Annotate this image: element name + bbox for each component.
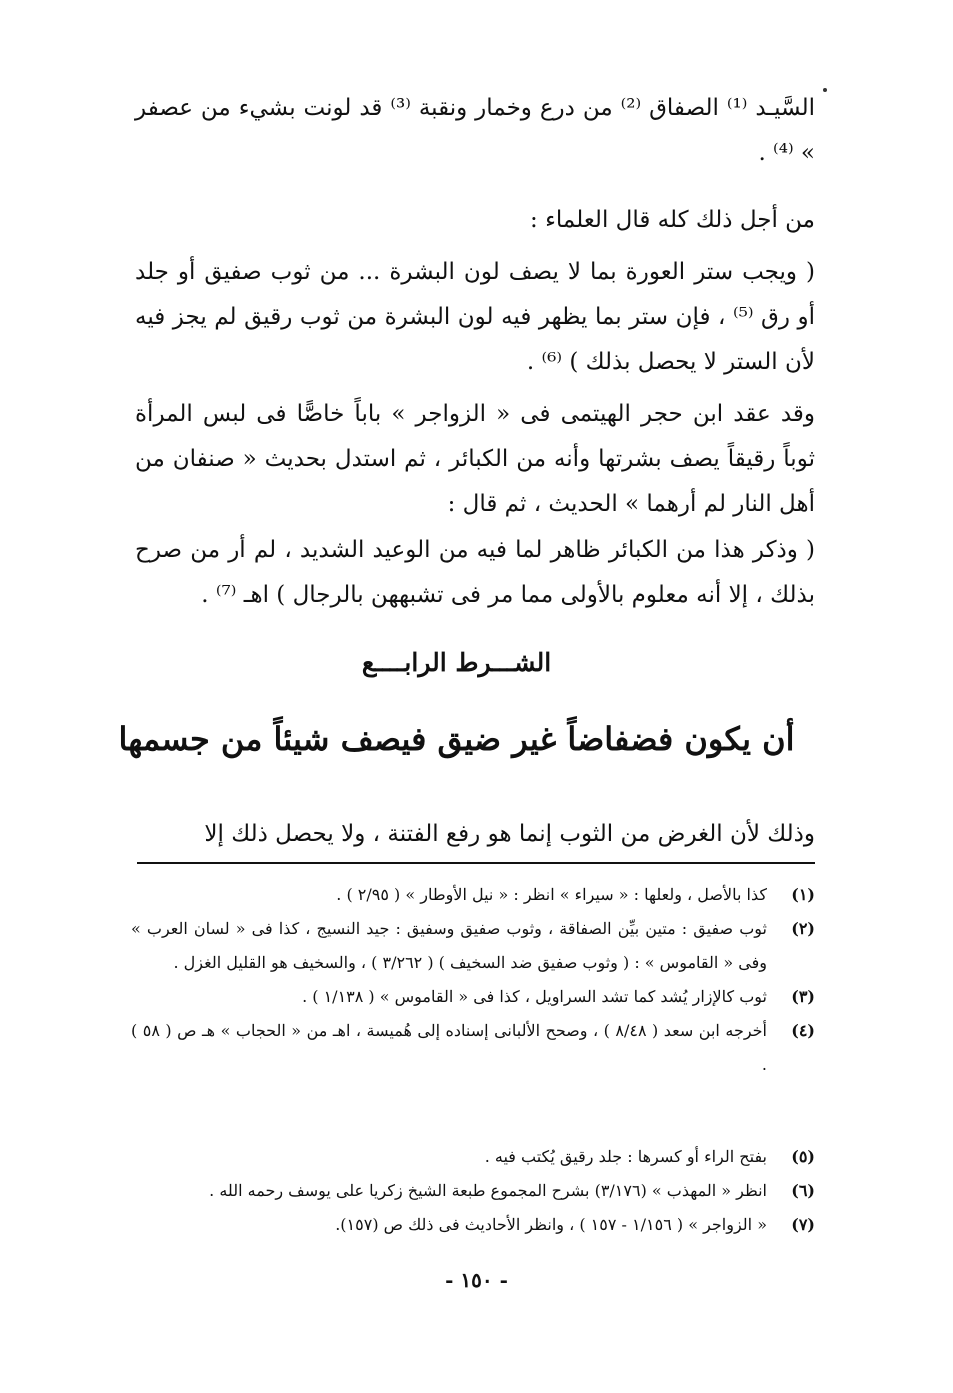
footnote-text: بفتح الراء أو كسرها : جلد رقيق يُكتب فيه . bbox=[484, 1147, 767, 1166]
footnote-item bbox=[131, 1014, 815, 1082]
paragraph-4: وقد عقد ابن حجر الهيتمى فى « الزواجر » باباً خاصًّا فى لبس المرأة ثوباً رقيقاً يصف بشرتها وأنه من الكبائر ، ثم استدل بحديث « صنفان من أهل النار لم أرهما » الحديث ، ثم قال : bbox=[135, 401, 815, 517]
footnote-text: ثوب صفيق : متين بيِّن الصفاقة ، وثوب صفيق وسفيق : جيد النسيج ، كذا فى « لسان العرب » وفى « القاموس » : ( وثوب صفيق ضد السخيف ) ( ٣/٢٦٢ ) ، والسخيف هو القليل الغزل . bbox=[131, 919, 767, 972]
section-title: أن يكون فضفاضاً غير ضيق فيصف شيئاً من جسمها bbox=[118, 720, 795, 758]
footnote-number: (٢) bbox=[791, 919, 815, 938]
paragraph-3-quote: ( ويجب ستر العورة بما لا يصف لون البشرة ... من ثوب صفيق أو جلد أو رق ⁽⁵⁾ ، فإن ستر بما يظهر فيه لون البشرة من ثوب رقيق لم يجز فيه لأن الستر لا يحصل بذلك ) ⁽⁶⁾ . bbox=[135, 259, 815, 375]
footnote-divider bbox=[137, 862, 815, 864]
footnotes-group-1 bbox=[131, 878, 815, 1082]
footnote-item bbox=[131, 980, 815, 1014]
footnote-text: انظر « المهذب » (٣/١٧٦) بشرح المجموع طبعة الشيخ زكريا على يوسف رحمه الله . bbox=[209, 1181, 767, 1200]
paragraph-2: من أجل ذلك كله قال العلماء : bbox=[530, 207, 815, 233]
paragraph-6: وذلك لأن الغرض من الثوب إنما هو رفع الفتنة ، ولا يحصل ذلك إلا bbox=[204, 821, 815, 847]
section-heading: الشـــرط الرابــــع bbox=[361, 648, 552, 677]
footnote-item bbox=[131, 1208, 815, 1242]
footnote-number: (٤) bbox=[791, 1021, 815, 1040]
footnote-text: أخرجه ابن سعد ( ٨/٤٨ ) ، وصحح الألبانى إسناده إلى هُميسة ، اهـ من « الحجاب » هـ ص ( ٥٨ ) . bbox=[131, 1021, 767, 1074]
footnote-number: (٧) bbox=[791, 1215, 815, 1234]
page-number: - ١٥٠ - bbox=[445, 1268, 508, 1292]
footnote-number: (٥) bbox=[791, 1147, 815, 1166]
footnote-text: ثوب كالإزار يُشد كما تشد السراويل ، كذا فى « القاموس » ( ١/١٣٨ ) . bbox=[302, 987, 767, 1006]
footnote-item bbox=[131, 912, 815, 980]
print-mark bbox=[823, 88, 827, 92]
footnote-number: (٣) bbox=[791, 987, 815, 1006]
footnote-number: (٦) bbox=[791, 1181, 815, 1200]
footnote-text: « الزواجر » ( ١/١٥٦ - ١٥٧ ) ، وانظر الأحاديث فى ذلك ص (١٥٧). bbox=[335, 1215, 767, 1234]
footnotes-group-2 bbox=[131, 1140, 815, 1242]
footnote-item bbox=[131, 1174, 815, 1208]
paragraph-5-quote: ( وذكر هذا من الكبائر ظاهر لما فيه من الوعيد الشديد ، لم أر من صرح بذلك ، إلا أنه معلوم بالأولى مما مر فى تشبههن بالرجال ) اهـ ⁽⁷⁾ . bbox=[135, 537, 815, 608]
footnote-item bbox=[131, 878, 815, 912]
footnote-number: (١) bbox=[791, 885, 815, 904]
paragraph-1: السَّيـد ⁽¹⁾ الصفاق ⁽²⁾ من درع وخمار ونقبة ⁽³⁾ قد لونت بشيء من عصفر » ⁽⁴⁾ . bbox=[135, 95, 815, 166]
footnote-item bbox=[131, 1140, 815, 1174]
footnote-text: كذا بالأصل ، ولعلها : « سيراء » انظر : « نيل الأوطار » ( ٢/٩٥ ) . bbox=[336, 885, 767, 904]
